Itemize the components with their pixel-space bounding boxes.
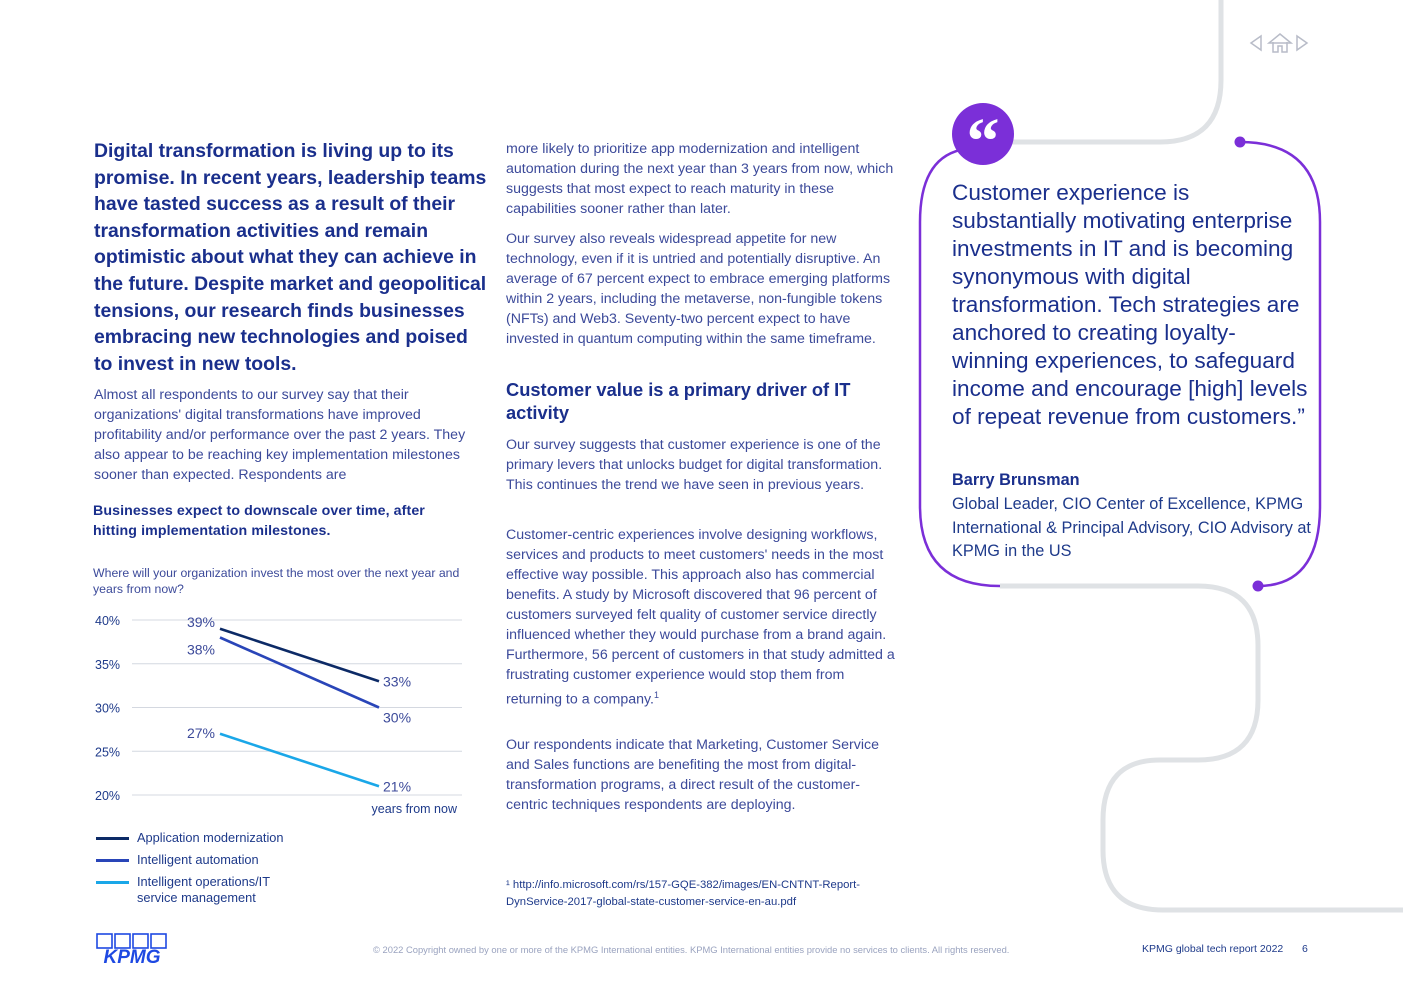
home-icon[interactable] [1267, 32, 1293, 59]
legend-swatch [96, 837, 129, 840]
data-label: 38% [186, 641, 215, 658]
y-tick-label: 30% [95, 701, 121, 716]
section-heading: Customer value is a primary driver of IT activity [506, 379, 851, 423]
body-paragraph: more likely to prioritize app modernization and intelligent automation during the next year than 3 years from now, which suggests that most expect to reach maturity in these capabilities sooner rather than later. [506, 141, 894, 217]
series-line [220, 734, 379, 787]
body-paragraph: Our respondents indicate that Marketing, Customer Service and Sales functions are benefiting the most from digital-transformation programs, a direct result of the customer-centric techniques respondents are deploying. [506, 737, 879, 813]
data-label: 27% [186, 724, 215, 741]
frame-dot-bottom [1253, 581, 1264, 592]
kpmg-logo [94, 933, 170, 965]
legend-swatch [96, 859, 129, 862]
page-number: 6 [1302, 943, 1308, 955]
chart-title: Businesses expect to downscale over time, after hitting implementation milestones. [93, 503, 425, 539]
investment-line-chart [88, 606, 478, 821]
prev-page-icon[interactable] [1248, 32, 1264, 59]
next-page-icon[interactable] [1294, 32, 1310, 59]
footnote [506, 877, 906, 911]
y-tick-label: 20% [95, 789, 121, 803]
pull-quote: Customer experience is substantially motivating enterprise investments in IT and is becoming synonymous with digital transformation. Tech strategies are anchored to creating loyalty-winning experiences, to safeguard income and encourage [high] levels of repeat revenue from customers.” [952, 180, 1308, 429]
copyright: © 2022 Copyright owned by one or more of the KPMG International entities. KPMG International entities provide no services to clients. All rights reserved. [373, 944, 1010, 955]
frame-dot-top [1235, 137, 1246, 148]
data-label: 21% [383, 778, 412, 795]
legend-swatch [96, 881, 129, 884]
quote-author: Barry Brunsman [952, 471, 1080, 489]
chart-question: Where will your organization invest the most over the next year and years from now? [93, 566, 460, 596]
report-name: KPMG global tech report 2022 [1142, 943, 1284, 955]
quote-mark-icon: “ [966, 105, 1000, 178]
data-label: 39% [186, 613, 215, 630]
quote-author-title: Global Leader, CIO Center of Excellence, KPMG International & Principal Advisory, CIO Advisory at KPMG in the US [952, 495, 1311, 560]
body-paragraph [506, 525, 901, 710]
data-label: 30% [383, 709, 412, 726]
legend-label: Intelligent automation [137, 852, 259, 867]
lede-paragraph: Digital transformation is living up to its promise. In recent years, leadership teams have tasted success as a result of their transformation activities and remain optimistic about what they can achieve in the future. Despite market and geopolitical tensions, our research finds businesses embracing new technologies and poised to invest in new tools. [94, 140, 487, 375]
footnote-link[interactable]: http://info.microsoft.com/rs/157-GQE-382/images/EN-CNTNT-Report-DynService-2017-global-state-customer-service-en-au.pdf [506, 879, 861, 908]
body-paragraph: Our survey suggests that customer experience is one of the primary levers that unlocks budget for digital transformation. This continues the trend we have seen in previous years. [506, 437, 883, 493]
intro-paragraph: Almost all respondents to our survey say that their organizations' digital transformations have improved profitability and/or performance over the past 2 years. They also appear to be reaching key implementation milestones sooner than expected. Respondents are [94, 387, 466, 483]
footnote-ref[interactable]: 1 [654, 690, 660, 700]
footnote-marker: ¹ [506, 879, 510, 891]
legend-label: Intelligent operations/IT service management [137, 874, 270, 905]
y-tick-label: 25% [95, 745, 121, 760]
y-tick-label: 35% [95, 657, 121, 672]
kpmg-logo-text: KPMG [103, 947, 161, 965]
page-nav [1248, 32, 1312, 56]
body-paragraph: Our survey also reveals widespread appetite for new technology, even if it is untried and potentially disruptive. An average of 67 percent expect to embrace emerging platforms within 2 years, including the metaverse, non-fungible tokens (NFTs) and Web3. Seventy-two percent expect to have invested in quantum computing within the same timeframe. [506, 231, 891, 347]
legend-label: Application modernization [137, 830, 284, 845]
x-axis-label: years from now [371, 802, 457, 816]
body-text: Customer-centric experiences involve designing workflows, services and products to meet customers' needs in the most effective way possible. This approach also has commercial benefits. A study by Microsoft discovered that 96 percent of customers surveyed felt quality of customer service directly influenced whether they would purchase from a brand again. Furthermore, 56 percent of customers in that study admitted a frustrating customer experience would stop them from returning to a company. [506, 527, 895, 708]
data-label: 33% [383, 673, 412, 690]
y-tick-label: 40% [95, 614, 121, 628]
